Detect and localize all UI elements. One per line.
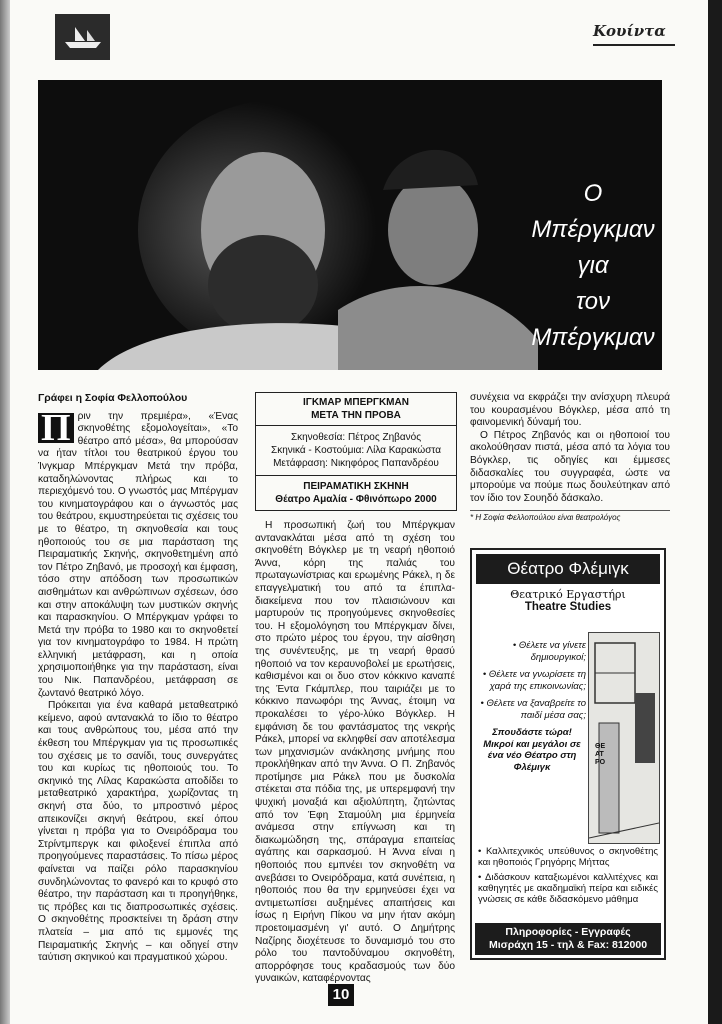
ad-bullet: • Θέλετε να γίνετε δημιουργικοί;	[512, 640, 586, 663]
ship-icon	[63, 24, 103, 50]
article-title	[488, 176, 662, 356]
hero-photo	[38, 80, 662, 370]
play-title: ΜΕΤΑ ΤΗΝ ΠΡΟΒΑ	[311, 410, 401, 421]
author-footnote: * Η Σοφία Φελλοπούλου είναι θεατρολόγος	[470, 510, 670, 522]
article-column-1	[38, 392, 238, 965]
title-line: Μπέργκμαν	[531, 324, 655, 351]
credits-lines	[256, 426, 456, 475]
credit-line: Σκηνικά - Κοστούμια: Λίλα Καρακώστα	[271, 445, 441, 456]
page-edge	[0, 0, 10, 1024]
ad-bullet: • Θέλετε να γνωρίσετε τη χαρά της επικοινωνίας;	[482, 669, 586, 692]
building-illustration	[588, 632, 660, 844]
page-number: 10	[328, 984, 354, 1006]
right-margin-bar	[708, 0, 722, 1024]
ad-footer	[475, 923, 661, 955]
production-credits-box	[255, 392, 457, 511]
company-name: ΠΕΙΡΑΜΑΤΙΚΗ ΣΚΗΝΗ	[303, 481, 409, 492]
ad-title: Θέατρο Φλέμιγκ	[476, 554, 660, 584]
ad-teachers	[478, 846, 658, 909]
theatre-sign: ΘΕΑΤΡΟ	[595, 743, 606, 766]
article-column-2	[255, 520, 455, 986]
drop-cap: Π	[38, 413, 74, 443]
title-line: για	[577, 252, 609, 279]
ad-contact: Μισράχη 15 - τηλ & Fax: 812000	[488, 939, 648, 951]
ship-logo	[55, 14, 110, 60]
article-column-3	[470, 392, 670, 505]
paragraph: Ο Πέτρος Ζηβανός και οι ηθοποιοί του ακολούθησαν πιστά, μέσα από τα λόγια του Βόγκλερ, τις οδηγίες και έμμεσες διδασκαλίες του συγγραφέα, ώστε να μπορούμε να πούμε πως δουλεύτηκαν από τον ίδιο τον Σουηδό δάσκαλο.	[470, 429, 670, 504]
company-info	[256, 475, 456, 510]
building-icon	[589, 633, 659, 843]
paragraph: συνέχεια να εκφράζει την ανίσχυρη πλευρά του κουρασμένου Βόγκλερ, μέσα από τη φαινομενική δύναμή του.	[470, 392, 670, 429]
paragraph: ριν την πρεμιέρα», «Ένας σκηνοθέτης εξομολογείται», «Το θέατρο από μέσα», θα μπορούσαν να ήταν τίτλοι του θεατρικού έργου του Ίνγκμαρ Μπέργκμαν Μετά την πρόβα, καταδηλώνοντας πλήρως και το περιεχόμενό του. Ο γνωστός μας Μπέργμαν του κινηματογράφου και ο άγνωστός μας του θεάτρου, εκμυστηρεύεται τις σχέσεις του με το θέατρο, τη σκηνοθεσία και τους ηθοποιούς του σε μια παράσταση της Πειραματικής Σκηνής, σκηνοθετημένη από τον Πέτρο Ζηβανό, με προσοχή και έμφαση, τόσο στην απόδοση των προσωπικών αισθημάτων και ανθρώπινων σχέσεων, όσο και στην αποκάλυψη των μυστικών σκηνής και παρασκηνίου. Ο Μπέργκμαν γράφει το Μετά την πρόβα το 1980 και το σκηνοθετεί για τον κινηματογράφο το 1984. Η πρώτη ελληνική μετάφραση, και η οποία χρησιμοποιήθηκε για την παράσταση, είναι του Νικ. Παπανδρέου, μετάφραση σε ζωντανό θεατρικό λόγο.	[38, 410, 238, 699]
ad-info-label: Πληροφορίες - Εγγραφές	[505, 926, 631, 938]
ad-teacher-line: • Διδάσκουν καταξιωμένοι καλλιτέχνες και καθηγητές με ακαδημαϊκή πείρα και ειδικές γνώσεις σε κάθε διδασκόμενο μάθημα	[478, 872, 658, 905]
title-line: Ο	[583, 180, 603, 207]
byline: Γράφει η Σοφία Φελλοπούλου	[38, 392, 188, 404]
title-line: τον	[576, 288, 610, 315]
ad-subtitle-english: Theatre Studies	[524, 601, 612, 613]
ad-callout: Σπουδάστε τώρα! Μικροί και μεγάλοι σε ένα νέο Θέατρο στη Φλέμιγκ	[483, 727, 581, 773]
author-name: ΙΓΚΜΑΡ ΜΠΕΡΓΚΜΑΝ	[303, 397, 409, 408]
ad-bullet: • Θέλετε να ξαναβρείτε το παιδί μέσα σας;	[480, 698, 586, 721]
venue-date: Θέατρο Αμαλία - Φθινόπωρο 2000	[275, 494, 437, 505]
title-line: Μπέργκμαν	[531, 216, 655, 243]
credits-heading	[256, 393, 456, 426]
ad-subtitle: Θεατρικό Εργαστήρι	[510, 588, 626, 601]
magazine-brand: Κουίντα	[593, 22, 675, 46]
paragraph: Πρόκειται για ένα καθαρά μεταθεατρικό κείμενο, αφού αντανακλά το ίδιο το θέατρο και τους ανθρώπους του, μέσα από την έκθεση του Μπέργκμαν για τις προσωπικές του σχέσεις με το σανίδι, τους συνεργάτες του και κυρίως τις ηθοποιούς του. Το σκηνικό της Λίλας Καρακώστα αποδίδει το μεταθεατρικό χαρακτήρα, χωρίζοντας τη σκηνή στα δύο, το μπροστινό μέρος απεικονίζει σκηνή θεάτρου, εκεί όπου γίνεται η πρόβα για το Ονειρόδραμα του Στρίντμπεργκ και φιλοξενεί έπιπλα από προηγούμενες παραστάσεις. Το πίσω μέρος φαίνεται να παίζει ρόλο παρασκηνίου συνδηλώνοντας το φανερό και το κρυφό στο θέατρο, την παράσταση και τι προηγήθηκε, τις πρόβες και τις διαπροσωπικές σχέσεις. Ο σκηνοθέτης προσκτείνει τη δράση στην πλατεία – μια από τις εμμονές της Πειραματικής Σκηνής – και οδηγεί στην ταύτιση σκηνικού και πραγματικού χώρου.	[38, 700, 238, 964]
theatre-ad	[470, 548, 666, 960]
ad-teacher-line: • Καλλιτεχνικός υπεύθυνος ο σκηνοθέτης και ηθοποιός Γρηγόρης Μήττας	[478, 846, 658, 868]
paragraph: Η προσωπική ζωή του Μπέργκμαν αντανακλάται μέσα από τη σχέση του σκηνοθέτη Βόγκλερ με τη νεαρή ηθοποιό Άννα, κόρη της παλιάς του πρωταγωνίστριας και ερωμένης Ράκελ, η δε επαγγελματική του από τα έπιπλα-διακείμενα που τον πλαισιώνουν και μαρτυρούν τις προηγούμενες σκηνοθεσίες του. Η εξομολόγηση του Μπέργκμαν δίνει, στο πρώτο μέρος του έργου, την αίσθηση της συνέντευξης, με τη νεαρή θρασύ ηθοποιό να τον κεραυνοβολεί με ερωτήσεις, καθισμένοι και οι δυο στον κόκκινο καναπέ της Έντα Γκάμπλερ, που ταιριάζει με το κόκκινο πανωφόρι της Άννας, έτοιμη να προκαλέσει το γέρο-λύκο Βόγκλερ. Η εμφάνιση δε του φαντάσματος της νεκρής Ράκελ, μπορεί να εκληφθεί σαν αποτέλεσμα των μηχανισμών ανάκλησης μνήμης που προκλήθηκαν από την Άννα. Ο Π. Ζηβανός προτίμησε μια Ράκελ που με δυσκολία στέκεται στα πόδια της, με υπερεμφανή την ψυχική μοναξιά και αξιολύπητη, ζητώντας από τον Έφη Σταμούλη μια έρμηνεία ανάμεσα στην επίγνωση και τη διακωμώδηση της, σπάραγμα επαιτείας αγάπης και σαρκασμού. Η Άννα είναι η ηθοποιός που εμπνέει τον σκηνοθέτη να ανεβάσει το Ονειρόδραμα, κατά συνέπεια, η ηθοποιός που θα την ερμηνεύσει έχει να αντιμετωπίσει αυξημένες απαιτήσεις και ίσως η Ειρήνη Πίκου να μην ήταν ακόμη προετοιμασμένη γι' αυτό. Ο Δημήτρης Ναζίρης διοχέτευσε το δυναμισμό του στο ρόλο του παντοδύναμου σκηνοθέτη, απορρόφησε τους κραδασμούς των δύο γυναικών, καταφέρνοντας	[255, 520, 455, 985]
credit-line: Μετάφραση: Νικηφόρος Παπανδρέου	[273, 458, 439, 469]
ad-bullets	[478, 640, 586, 773]
credit-line: Σκηνοθεσία: Πέτρος Ζηβανός	[290, 432, 422, 443]
